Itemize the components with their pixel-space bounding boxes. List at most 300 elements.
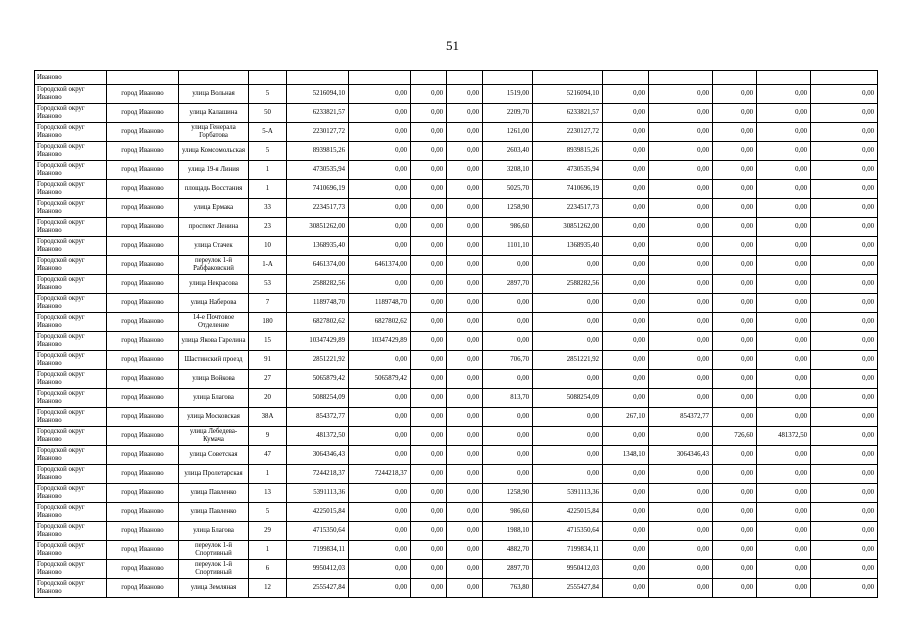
- cost-col-8-cell: 0,00: [447, 560, 483, 579]
- area-col-13-cell: 0,00: [713, 446, 757, 465]
- continuation-row: [35, 71, 878, 85]
- cost-col-15-cell: 0,00: [811, 161, 878, 180]
- cost-col-12-cell: 0,00: [649, 294, 713, 313]
- total-cost-cell: 4730535,94: [287, 161, 349, 180]
- house-number-cell: 1: [249, 465, 287, 484]
- area-col-13-cell: 0,00: [713, 484, 757, 503]
- empty-cell: [649, 71, 713, 85]
- total-cost-cell: 4225015,84: [287, 503, 349, 522]
- settlement-cell: город Иваново: [107, 256, 179, 275]
- house-number-cell: 1: [249, 541, 287, 560]
- cost-col-12-cell: 0,00: [649, 104, 713, 123]
- cost-col-12-cell: 0,00: [649, 560, 713, 579]
- cost-col-15-cell: 0,00: [811, 313, 878, 332]
- cost-col-6-cell: 1189748,70: [349, 294, 411, 313]
- cost-col-10-cell: 5391113,36: [533, 484, 603, 503]
- total-cost-cell: 30851262,00: [287, 218, 349, 237]
- street-cell: улица Павленко: [179, 484, 249, 503]
- street-cell: улица Московская: [179, 408, 249, 427]
- municipality-cell: Городской округ Иваново: [35, 446, 107, 465]
- total-cost-cell: 9950412,03: [287, 560, 349, 579]
- municipality-cell: Городской округ Иваново: [35, 351, 107, 370]
- cost-col-10-cell: 0,00: [533, 370, 603, 389]
- area-col-9-cell: 1519,00: [483, 85, 533, 104]
- cost-col-10-cell: 0,00: [533, 465, 603, 484]
- area-col-11-cell: 0,00: [603, 579, 649, 598]
- cost-col-12-cell: 0,00: [649, 256, 713, 275]
- cost-col-10-cell: 4225015,84: [533, 503, 603, 522]
- empty-cell: [603, 71, 649, 85]
- cost-col-8-cell: 0,00: [447, 332, 483, 351]
- total-cost-cell: 6233821,57: [287, 104, 349, 123]
- area-col-9-cell: 1101,10: [483, 237, 533, 256]
- table-row: [35, 123, 878, 142]
- settlement-cell: город Иваново: [107, 142, 179, 161]
- cost-col-15-cell: 0,00: [811, 522, 878, 541]
- settlement-cell: город Иваново: [107, 370, 179, 389]
- area-col-9-cell: 0,00: [483, 408, 533, 427]
- cost-col-14-cell: 0,00: [757, 560, 811, 579]
- street-cell: улица Советская: [179, 446, 249, 465]
- cost-col-15-cell: 0,00: [811, 465, 878, 484]
- cost-col-10-cell: 2230127,72: [533, 123, 603, 142]
- municipality-cell: Городской округ Иваново: [35, 503, 107, 522]
- cost-col-15-cell: 0,00: [811, 199, 878, 218]
- cost-col-8-cell: 0,00: [447, 104, 483, 123]
- capital-repair-table: [34, 70, 878, 598]
- table-row: [35, 294, 878, 313]
- area-col-11-cell: 0,00: [603, 313, 649, 332]
- municipality-cell: Городской округ Иваново: [35, 123, 107, 142]
- cost-col-14-cell: 0,00: [757, 199, 811, 218]
- cost-col-10-cell: 8939815,26: [533, 142, 603, 161]
- cost-col-7-cell: 0,00: [411, 560, 447, 579]
- table-body: [35, 71, 878, 598]
- cost-col-6-cell: 0,00: [349, 161, 411, 180]
- table-row: [35, 541, 878, 560]
- cost-col-10-cell: 2234517,73: [533, 199, 603, 218]
- total-cost-cell: 6827802,62: [287, 313, 349, 332]
- cost-col-7-cell: 0,00: [411, 180, 447, 199]
- house-number-cell: 53: [249, 275, 287, 294]
- area-col-9-cell: 0,00: [483, 446, 533, 465]
- cost-col-7-cell: 0,00: [411, 104, 447, 123]
- cost-col-10-cell: 6233821,57: [533, 104, 603, 123]
- settlement-cell: город Иваново: [107, 408, 179, 427]
- cost-col-10-cell: 0,00: [533, 427, 603, 446]
- cost-col-6-cell: 0,00: [349, 351, 411, 370]
- area-col-13-cell: 0,00: [713, 560, 757, 579]
- cost-col-7-cell: 0,00: [411, 218, 447, 237]
- cost-col-10-cell: 0,00: [533, 256, 603, 275]
- municipality-cell: Городской округ Иваново: [35, 522, 107, 541]
- cost-col-12-cell: 0,00: [649, 389, 713, 408]
- house-number-cell: 1-А: [249, 256, 287, 275]
- table-row: [35, 313, 878, 332]
- empty-cell: [107, 71, 179, 85]
- cost-col-10-cell: 2588282,56: [533, 275, 603, 294]
- table-row: [35, 484, 878, 503]
- municipality-cell: Городской округ Иваново: [35, 237, 107, 256]
- cost-col-14-cell: 0,00: [757, 104, 811, 123]
- area-col-9-cell: 0,00: [483, 313, 533, 332]
- settlement-cell: город Иваново: [107, 104, 179, 123]
- total-cost-cell: 2588282,56: [287, 275, 349, 294]
- cost-col-14-cell: 0,00: [757, 541, 811, 560]
- cost-col-14-cell: 0,00: [757, 161, 811, 180]
- cost-col-6-cell: 0,00: [349, 85, 411, 104]
- cost-col-15-cell: 0,00: [811, 541, 878, 560]
- municipality-cell: Городской округ Иваново: [35, 180, 107, 199]
- table-row: [35, 503, 878, 522]
- street-cell: улица 19-я Линия: [179, 161, 249, 180]
- area-col-11-cell: 0,00: [603, 522, 649, 541]
- cost-col-6-cell: 0,00: [349, 484, 411, 503]
- area-col-13-cell: 726,60: [713, 427, 757, 446]
- area-col-11-cell: 0,00: [603, 123, 649, 142]
- table-row: [35, 104, 878, 123]
- municipality-cell: Городской округ Иваново: [35, 199, 107, 218]
- cost-col-10-cell: 0,00: [533, 332, 603, 351]
- total-cost-cell: 2851221,92: [287, 351, 349, 370]
- settlement-cell: город Иваново: [107, 332, 179, 351]
- cost-col-6-cell: 0,00: [349, 237, 411, 256]
- area-col-13-cell: 0,00: [713, 408, 757, 427]
- municipality-cell: Городской округ Иваново: [35, 294, 107, 313]
- area-col-9-cell: 0,00: [483, 427, 533, 446]
- cost-col-10-cell: 30851262,00: [533, 218, 603, 237]
- area-col-13-cell: 0,00: [713, 370, 757, 389]
- cost-col-12-cell: 0,00: [649, 313, 713, 332]
- empty-cell: [483, 71, 533, 85]
- cost-col-14-cell: 0,00: [757, 579, 811, 598]
- area-col-9-cell: 2209,70: [483, 104, 533, 123]
- cost-col-7-cell: 0,00: [411, 237, 447, 256]
- cost-col-14-cell: 481372,50: [757, 427, 811, 446]
- cost-col-15-cell: 0,00: [811, 484, 878, 503]
- settlement-cell: город Иваново: [107, 161, 179, 180]
- cost-col-7-cell: 0,00: [411, 313, 447, 332]
- area-col-9-cell: 0,00: [483, 294, 533, 313]
- cost-col-10-cell: 2851221,92: [533, 351, 603, 370]
- cost-col-10-cell: 7199834,11: [533, 541, 603, 560]
- total-cost-cell: 5065879,42: [287, 370, 349, 389]
- empty-cell: [179, 71, 249, 85]
- house-number-cell: 1: [249, 161, 287, 180]
- table-row: [35, 180, 878, 199]
- cost-col-8-cell: 0,00: [447, 522, 483, 541]
- cost-col-14-cell: 0,00: [757, 446, 811, 465]
- cost-col-12-cell: 0,00: [649, 484, 713, 503]
- street-cell: улица Земляная: [179, 579, 249, 598]
- cost-col-15-cell: 0,00: [811, 256, 878, 275]
- total-cost-cell: 854372,77: [287, 408, 349, 427]
- cost-col-7-cell: 0,00: [411, 85, 447, 104]
- cost-col-8-cell: 0,00: [447, 218, 483, 237]
- house-number-cell: 15: [249, 332, 287, 351]
- cost-col-7-cell: 0,00: [411, 294, 447, 313]
- cost-col-8-cell: 0,00: [447, 161, 483, 180]
- cost-col-7-cell: 0,00: [411, 370, 447, 389]
- settlement-cell: город Иваново: [107, 522, 179, 541]
- cost-col-6-cell: 0,00: [349, 180, 411, 199]
- cost-col-8-cell: 0,00: [447, 389, 483, 408]
- street-cell: площадь Восстания: [179, 180, 249, 199]
- table-row: [35, 199, 878, 218]
- municipality-cell: Городской округ Иваново: [35, 313, 107, 332]
- cost-col-10-cell: 5216094,10: [533, 85, 603, 104]
- cost-col-14-cell: 0,00: [757, 85, 811, 104]
- cost-col-14-cell: 0,00: [757, 218, 811, 237]
- total-cost-cell: 7244218,37: [287, 465, 349, 484]
- cost-col-8-cell: 0,00: [447, 408, 483, 427]
- house-number-cell: 7: [249, 294, 287, 313]
- settlement-cell: город Иваново: [107, 237, 179, 256]
- area-col-9-cell: 0,00: [483, 370, 533, 389]
- cost-col-12-cell: 0,00: [649, 180, 713, 199]
- cost-col-15-cell: 0,00: [811, 275, 878, 294]
- cost-col-10-cell: 7410696,19: [533, 180, 603, 199]
- cost-col-7-cell: 0,00: [411, 351, 447, 370]
- cost-col-10-cell: 0,00: [533, 294, 603, 313]
- area-col-11-cell: 0,00: [603, 104, 649, 123]
- cost-col-7-cell: 0,00: [411, 446, 447, 465]
- area-col-11-cell: 0,00: [603, 560, 649, 579]
- house-number-cell: 20: [249, 389, 287, 408]
- total-cost-cell: 2230127,72: [287, 123, 349, 142]
- cost-col-6-cell: 7244218,37: [349, 465, 411, 484]
- area-col-9-cell: 1988,10: [483, 522, 533, 541]
- cost-col-14-cell: 0,00: [757, 332, 811, 351]
- cost-col-12-cell: 0,00: [649, 161, 713, 180]
- cost-col-12-cell: 0,00: [649, 522, 713, 541]
- cost-col-15-cell: 0,00: [811, 427, 878, 446]
- house-number-cell: 23: [249, 218, 287, 237]
- cost-col-7-cell: 0,00: [411, 161, 447, 180]
- street-cell: улица Некрасова: [179, 275, 249, 294]
- cost-col-8-cell: 0,00: [447, 484, 483, 503]
- street-cell: улица Войкова: [179, 370, 249, 389]
- cost-col-15-cell: 0,00: [811, 503, 878, 522]
- cost-col-14-cell: 0,00: [757, 142, 811, 161]
- cost-col-7-cell: 0,00: [411, 199, 447, 218]
- cost-col-15-cell: 0,00: [811, 560, 878, 579]
- cost-col-14-cell: 0,00: [757, 237, 811, 256]
- cost-col-15-cell: 0,00: [811, 85, 878, 104]
- cost-col-7-cell: 0,00: [411, 123, 447, 142]
- cost-col-14-cell: 0,00: [757, 389, 811, 408]
- table-row: [35, 256, 878, 275]
- empty-cell: [533, 71, 603, 85]
- settlement-cell: город Иваново: [107, 294, 179, 313]
- street-cell: улица Благова: [179, 522, 249, 541]
- area-col-13-cell: 0,00: [713, 332, 757, 351]
- cost-col-8-cell: 0,00: [447, 85, 483, 104]
- area-col-9-cell: 0,00: [483, 332, 533, 351]
- cost-col-8-cell: 0,00: [447, 503, 483, 522]
- area-col-9-cell: 1258,90: [483, 484, 533, 503]
- cost-col-7-cell: 0,00: [411, 579, 447, 598]
- cost-col-8-cell: 0,00: [447, 294, 483, 313]
- settlement-cell: город Иваново: [107, 465, 179, 484]
- cost-col-8-cell: 0,00: [447, 370, 483, 389]
- street-cell: Шастинский проезд: [179, 351, 249, 370]
- cost-col-6-cell: 0,00: [349, 408, 411, 427]
- house-number-cell: 91: [249, 351, 287, 370]
- area-col-13-cell: 0,00: [713, 161, 757, 180]
- cost-col-8-cell: 0,00: [447, 446, 483, 465]
- cost-col-10-cell: 0,00: [533, 446, 603, 465]
- area-col-13-cell: 0,00: [713, 541, 757, 560]
- table-row: [35, 85, 878, 104]
- area-col-9-cell: 0,00: [483, 256, 533, 275]
- cost-col-15-cell: 0,00: [811, 123, 878, 142]
- municipality-cell: Городской округ Иваново: [35, 541, 107, 560]
- cost-col-10-cell: 1368935,40: [533, 237, 603, 256]
- municipality-cell: Городской округ Иваново: [35, 85, 107, 104]
- cost-col-7-cell: 0,00: [411, 522, 447, 541]
- cost-col-12-cell: 0,00: [649, 199, 713, 218]
- table-row: [35, 275, 878, 294]
- area-col-11-cell: 0,00: [603, 370, 649, 389]
- cost-col-15-cell: 0,00: [811, 579, 878, 598]
- settlement-cell: город Иваново: [107, 389, 179, 408]
- total-cost-cell: 1189748,70: [287, 294, 349, 313]
- cost-col-15-cell: 0,00: [811, 237, 878, 256]
- cost-col-7-cell: 0,00: [411, 275, 447, 294]
- street-cell: переулок 1-й Спортивный: [179, 560, 249, 579]
- house-number-cell: 5-А: [249, 123, 287, 142]
- cost-col-15-cell: 0,00: [811, 370, 878, 389]
- area-col-13-cell: 0,00: [713, 123, 757, 142]
- cost-col-6-cell: 0,00: [349, 541, 411, 560]
- total-cost-cell: 1368935,40: [287, 237, 349, 256]
- area-col-11-cell: 0,00: [603, 256, 649, 275]
- total-cost-cell: 5088254,09: [287, 389, 349, 408]
- house-number-cell: 12: [249, 579, 287, 598]
- area-col-9-cell: 986,60: [483, 218, 533, 237]
- cost-col-7-cell: 0,00: [411, 142, 447, 161]
- area-col-9-cell: 763,80: [483, 579, 533, 598]
- empty-cell: [811, 71, 878, 85]
- settlement-cell: город Иваново: [107, 275, 179, 294]
- area-col-11-cell: 0,00: [603, 465, 649, 484]
- cost-col-14-cell: 0,00: [757, 180, 811, 199]
- area-col-13-cell: 0,00: [713, 313, 757, 332]
- cost-col-7-cell: 0,00: [411, 332, 447, 351]
- cost-col-12-cell: 0,00: [649, 370, 713, 389]
- settlement-cell: город Иваново: [107, 218, 179, 237]
- cost-col-14-cell: 0,00: [757, 256, 811, 275]
- area-col-13-cell: 0,00: [713, 503, 757, 522]
- cost-col-15-cell: 0,00: [811, 332, 878, 351]
- street-cell: переулок 1-й Спортивный: [179, 541, 249, 560]
- municipality-cell: Городской округ Иваново: [35, 161, 107, 180]
- house-number-cell: 9: [249, 427, 287, 446]
- total-cost-cell: 10347429,89: [287, 332, 349, 351]
- municipality-cell: Городской округ Иваново: [35, 389, 107, 408]
- house-number-cell: 47: [249, 446, 287, 465]
- municipality-cell: Городской округ Иваново: [35, 465, 107, 484]
- total-cost-cell: 5216094,10: [287, 85, 349, 104]
- area-col-13-cell: 0,00: [713, 85, 757, 104]
- area-col-9-cell: 0,00: [483, 465, 533, 484]
- cost-col-15-cell: 0,00: [811, 218, 878, 237]
- cost-col-8-cell: 0,00: [447, 237, 483, 256]
- cost-col-8-cell: 0,00: [447, 579, 483, 598]
- cost-col-8-cell: 0,00: [447, 427, 483, 446]
- municipality-cell: Городской округ Иваново: [35, 408, 107, 427]
- house-number-cell: 38А: [249, 408, 287, 427]
- area-col-11-cell: 0,00: [603, 351, 649, 370]
- municipality-cell: Городской округ Иваново: [35, 560, 107, 579]
- area-col-11-cell: 0,00: [603, 218, 649, 237]
- cost-col-15-cell: 0,00: [811, 389, 878, 408]
- cost-col-6-cell: 6461374,00: [349, 256, 411, 275]
- municipality-cell: Городской округ Иваново: [35, 142, 107, 161]
- area-col-13-cell: 0,00: [713, 465, 757, 484]
- cost-col-12-cell: 0,00: [649, 332, 713, 351]
- street-cell: улица Якова Гарелина: [179, 332, 249, 351]
- table-row: [35, 408, 878, 427]
- total-cost-cell: 7199834,11: [287, 541, 349, 560]
- area-col-11-cell: 0,00: [603, 199, 649, 218]
- area-col-13-cell: 0,00: [713, 275, 757, 294]
- table-row: [35, 522, 878, 541]
- cost-col-14-cell: 0,00: [757, 351, 811, 370]
- municipality-cell: Городской округ Иваново: [35, 484, 107, 503]
- area-col-13-cell: 0,00: [713, 256, 757, 275]
- area-col-11-cell: 0,00: [603, 484, 649, 503]
- cost-col-8-cell: 0,00: [447, 123, 483, 142]
- area-col-11-cell: 267,10: [603, 408, 649, 427]
- area-col-13-cell: 0,00: [713, 218, 757, 237]
- settlement-cell: город Иваново: [107, 123, 179, 142]
- area-col-13-cell: 0,00: [713, 199, 757, 218]
- total-cost-cell: 3064346,43: [287, 446, 349, 465]
- street-cell: улица Калашина: [179, 104, 249, 123]
- street-cell: улица Генерала Горбатова: [179, 123, 249, 142]
- total-cost-cell: 2234517,73: [287, 199, 349, 218]
- cost-col-6-cell: 0,00: [349, 522, 411, 541]
- empty-cell: [287, 71, 349, 85]
- cost-col-8-cell: 0,00: [447, 256, 483, 275]
- cost-col-12-cell: 0,00: [649, 275, 713, 294]
- municipality-cell: Городской округ Иваново: [35, 256, 107, 275]
- street-cell: 14-е Почтовое Отделение: [179, 313, 249, 332]
- continued-municipality-cell: Иваново: [35, 71, 107, 85]
- table-row: [35, 142, 878, 161]
- table-row: [35, 161, 878, 180]
- cost-col-10-cell: 0,00: [533, 313, 603, 332]
- area-col-9-cell: 1258,90: [483, 199, 533, 218]
- street-cell: улица Комсомольская: [179, 142, 249, 161]
- cost-col-10-cell: 5088254,09: [533, 389, 603, 408]
- cost-col-12-cell: 3064346,43: [649, 446, 713, 465]
- cost-col-12-cell: 0,00: [649, 123, 713, 142]
- total-cost-cell: 5391113,36: [287, 484, 349, 503]
- cost-col-7-cell: 0,00: [411, 541, 447, 560]
- area-col-9-cell: 4882,70: [483, 541, 533, 560]
- area-col-11-cell: 0,00: [603, 503, 649, 522]
- cost-col-7-cell: 0,00: [411, 484, 447, 503]
- total-cost-cell: 6461374,00: [287, 256, 349, 275]
- area-col-9-cell: 1261,00: [483, 123, 533, 142]
- area-col-13-cell: 0,00: [713, 142, 757, 161]
- area-col-11-cell: 0,00: [603, 275, 649, 294]
- cost-col-15-cell: 0,00: [811, 446, 878, 465]
- cost-col-6-cell: 6827802,62: [349, 313, 411, 332]
